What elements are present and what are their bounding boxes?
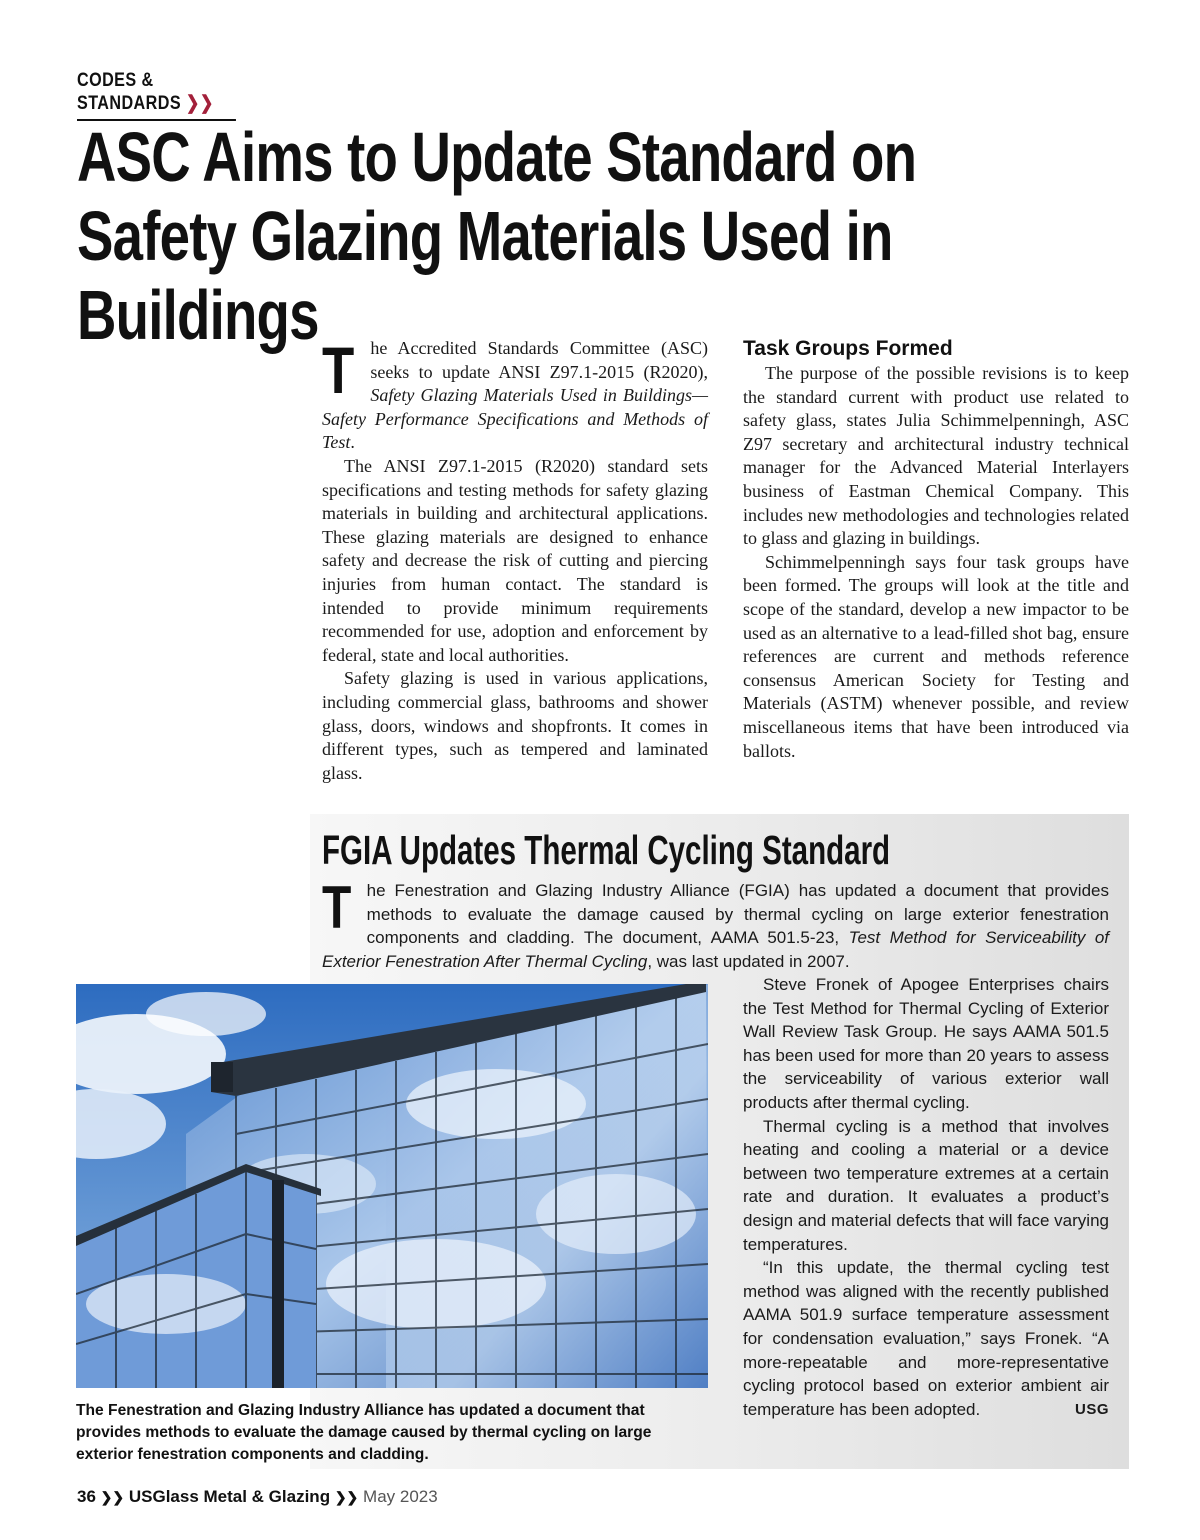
page-number: 36 [77,1487,96,1506]
building-photo [76,984,708,1388]
sidebar-lead [322,874,1110,973]
article-column-left [322,333,708,785]
chevron-double-icon: ❯❯ [185,93,214,114]
issue-date: May 2023 [363,1487,438,1506]
paragraph-text: . [350,432,355,453]
section-tag [77,70,236,121]
subhead: Task Groups Formed [743,337,953,360]
article-paragraph: The purpose of the possible revisions is to keep the standard current with product use related to safety glass, states Julia Schimmelpenningh, ASC Z97 secretary and architectural industry technical manager for the Advanced Material Interlayers business of Eastman Chemical Company. This includes new methodologies and technologies related to glass and glazing in buildings. [743,363,1129,549]
sidebar-paragraph: Thermal cycling is a method that involves heating and cooling a material or a device between two temperature extremes at a certain rate and duration. It evaluates a product’s design and material defects that will face varying temperatures. [743,1116,1109,1254]
sidebar-title: FGIA Updates Thermal Cycling Standard [322,827,891,873]
end-signature: USG [1074,1400,1109,1418]
section-tag-label: CODES & STANDARDS [77,70,182,114]
chevron-double-icon: ❯❯ [100,1489,125,1505]
sidebar-column [743,973,1109,1421]
article-paragraph: Safety glazing is used in various applications, including commercial glass, bathrooms and shower glass, doors, windows and shopfronts. It comes in different types, such as tempered and laminated glass. [322,668,708,783]
drop-cap: T [322,333,355,407]
paragraph-text: he Accredited Standards Committee (ASC) seeks to update ANSI Z97.1-2015 (R2020), [370,338,708,382]
drop-cap: T [322,874,352,941]
paragraph-text: he Fenestration and Glazing Industry Alliance (FGIA) has updated a document that provides methods to evaluate the damage caused by thermal cycling on large exterior fenestration components and cladding. The document, AAMA 501.5-23, [366,881,1109,948]
sidebar-paragraph: Steve Fronek of Apogee Enterprises chairs the Test Method for Thermal Cycling of Exterior Wall Review Task Group. He says AAMA 501.5 has been used for more than 20 years to assess the serviceability of various exterior wall products after thermal cycling. [743,975,1109,1112]
magazine-name: USGlass Metal & Glazing [128,1487,331,1506]
standard-title: Safety Glazing Materials Used in Buildings—Safety Performance Specifications and Methods of Test [322,385,708,453]
headline-line-2: Safety Glazing Materials Used in Buildings [77,197,893,354]
sidebar-paragraph [743,1256,1109,1421]
document-title: Test Method for Serviceability of Exterior Fenestration After Thermal Cycling [322,928,1110,971]
article-column-right [743,337,1129,763]
paragraph-text: , was last updated in 2007. [647,951,850,971]
photo-caption: The Fenestration and Glazing Industry Alliance has updated a document that provides methods to evaluate the damage caused by thermal cycling on large exterior fenestration components and cladding. [76,1402,652,1463]
headline [77,118,1130,355]
article-paragraph [322,333,708,455]
article-paragraph: The ANSI Z97.1-2015 (R2020) standard sets specifications and testing methods for safety glazing materials in building and architectural applications. These glazing materials are designed to enhance safety and decrease the risk of cutting and piercing injuries from human contact. The standard is intended to provide minimum requirements recommended for use, adoption and enforcement by federal, state and local authorities. [322,455,708,665]
headline-line-1: ASC Aims to Update Standard on [77,118,917,196]
page-footer [77,1487,438,1507]
paragraph-text: “In this update, the thermal cycling test method was aligned with the recently published AAMA 501.9 surface temperature assessment for condensation evaluation,” says Fronek. “A more-repeatable and more-representative cycling protocol based on exterior ambient air temperature has been adopted. [743,1258,1109,1419]
chevron-double-icon: ❯❯ [334,1489,359,1505]
article-paragraph: Schimmelpenningh says four task groups have been formed. The groups will look at the title and scope of the standard, develop a new impactor to be used as an alternative to a lead-filled shot bag, ensure references are current and methods reference consensus American Society for Testing and Materials (ASTM) whenever possible, and review miscellaneous items that have been introduced via ballots. [743,551,1129,761]
sidebar-paragraph [322,874,1110,973]
